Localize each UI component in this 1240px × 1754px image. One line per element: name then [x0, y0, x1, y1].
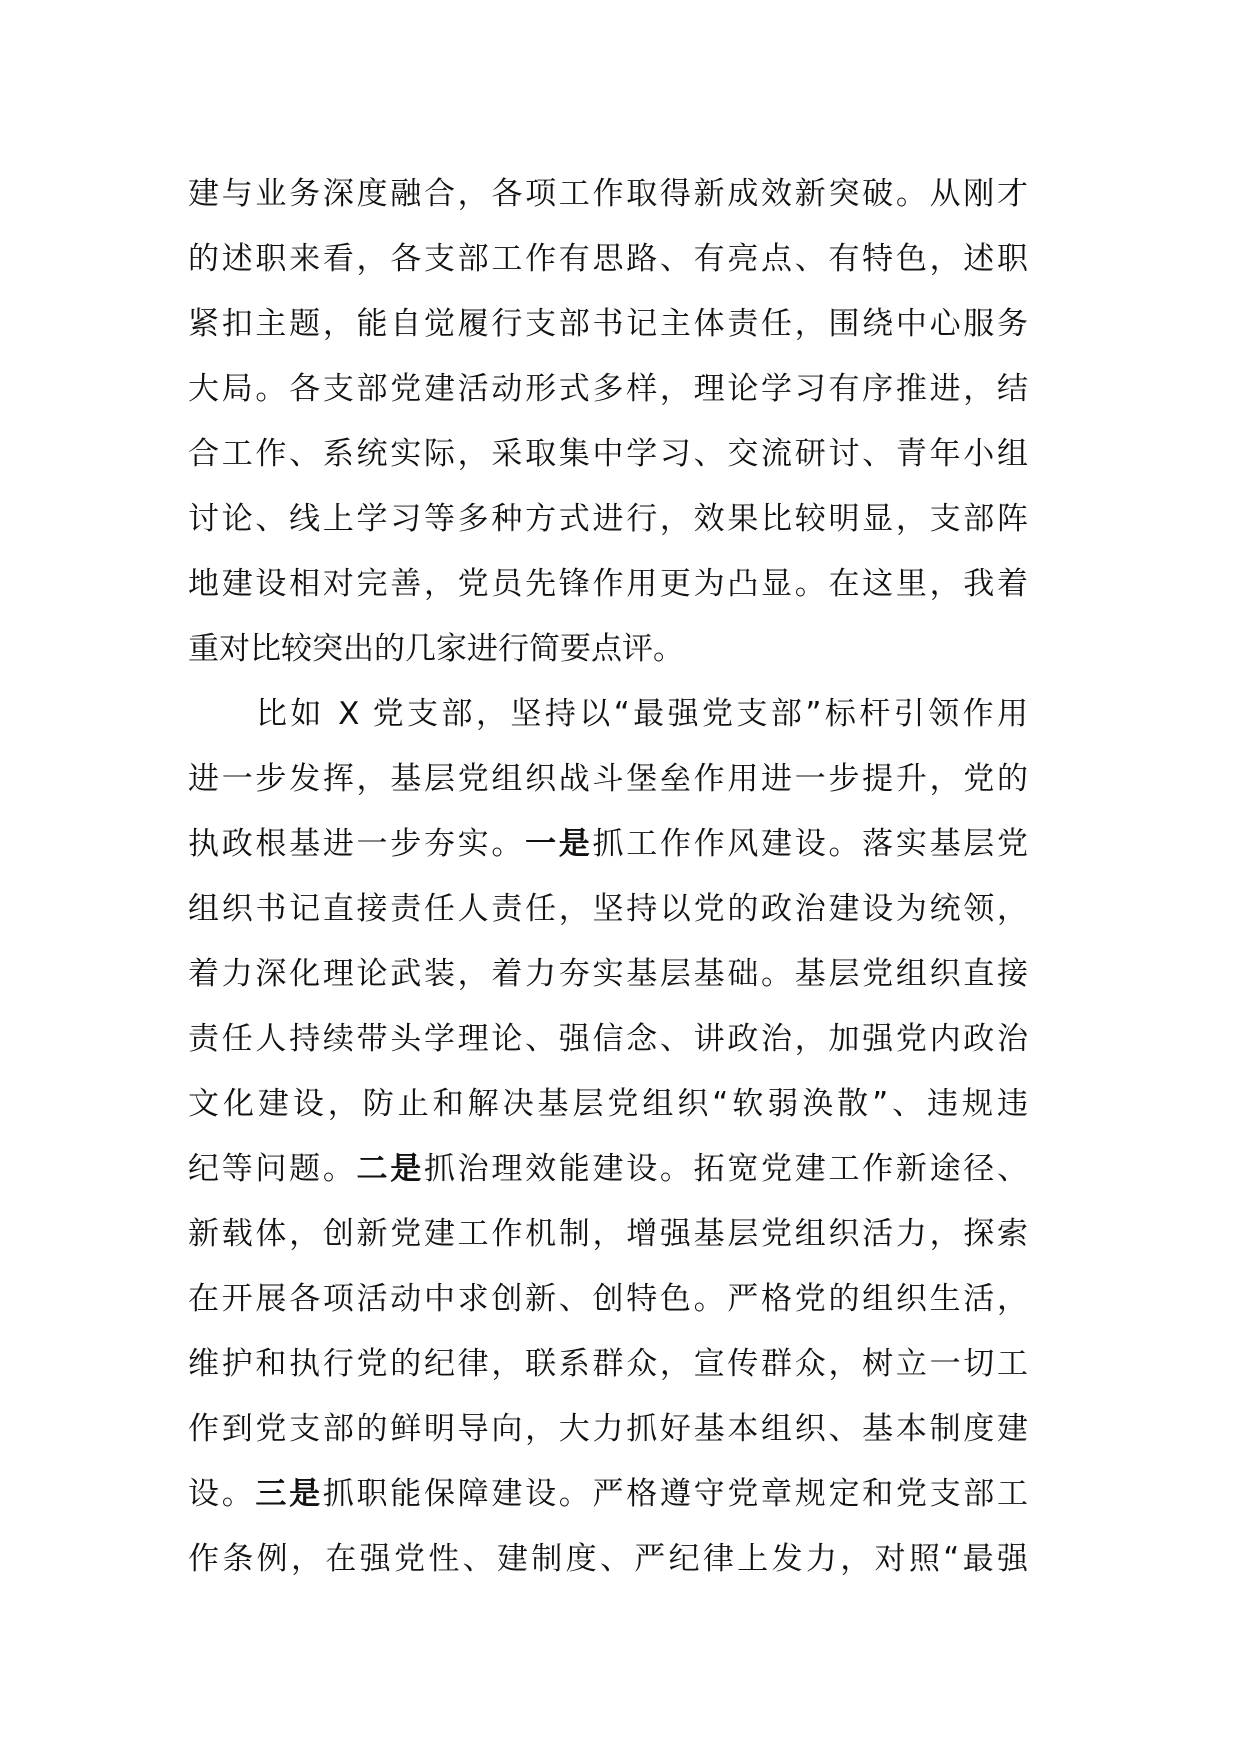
text-run: 抓职能保障建设。严格遵守党章规定和党支部工 — [322, 1476, 1028, 1512]
text-line: 讨论、线上学习等多种方式进行，效果比较明显，支部阵 — [188, 501, 1028, 537]
text-line: 文化建设，防止和解决基层党组织“软弱涣散”、违规违 — [188, 1086, 1028, 1122]
text-line: 着力深化理论武装，着力夯实基层基础。基层党组织直接 — [188, 956, 1028, 992]
text-line — [188, 1137, 1028, 1202]
text-line: 紧扣主题，能自觉履行支部书记主体责任，围绕中心服务 — [188, 306, 1028, 342]
paragraph-2 — [188, 682, 1028, 1592]
text-line: 在开展各项活动中求创新、创特色。严格党的组织生活， — [188, 1281, 1028, 1317]
text-line: 比如 X 党支部，坚持以“最强党支部”标杆引领作用 — [256, 696, 1028, 732]
point-label-one: 一是 — [525, 826, 593, 862]
text-line: 地建设相对完善，党员先锋作用更为凸显。在这里，我着 — [188, 566, 1028, 602]
text-line: 作到党支部的鲜明导向，大力抓好基本组织、基本制度建 — [188, 1411, 1028, 1447]
paragraph-1 — [188, 162, 1028, 682]
text-line: 的述职来看，各支部工作有思路、有亮点、有特色，述职 — [188, 241, 1028, 277]
text-run: 纪等问题。 — [188, 1151, 357, 1187]
text-line: 合工作、系统实际，采取集中学习、交流研讨、青年小组 — [188, 436, 1028, 472]
point-label-three: 三是 — [255, 1476, 323, 1512]
text-run: 抓工作作风建设。落实基层党 — [592, 826, 1028, 862]
point-label-two: 二是 — [356, 1151, 424, 1187]
text-line — [188, 1462, 1028, 1527]
text-line: 建与业务深度融合，各项工作取得新成效新突破。从刚才 — [188, 176, 1028, 212]
text-line: 作条例，在强党性、建制度、严纪律上发力，对照“最强 — [188, 1541, 1028, 1577]
text-line: 组织书记直接责任人责任，坚持以党的政治建设为统领， — [188, 891, 1028, 927]
text-line: 新载体，创新党建工作机制，增强基层党组织活力，探索 — [188, 1216, 1028, 1252]
text-line: 责任人持续带头学理论、强信念、讲政治，加强党内政治 — [188, 1021, 1028, 1057]
document-body — [188, 162, 1028, 1592]
text-line — [188, 812, 1028, 877]
text-run: 执政根基进一步夯实。 — [188, 826, 526, 862]
text-line: 重对比较突出的几家进行简要点评。 — [188, 631, 684, 667]
text-line: 大局。各支部党建活动形式多样，理论学习有序推进，结 — [188, 371, 1028, 407]
text-line: 进一步发挥，基层党组织战斗堡垒作用进一步提升，党的 — [188, 761, 1028, 797]
text-run: 设。 — [188, 1476, 256, 1512]
text-run: 抓治理效能建设。拓宽党建工作新途径、 — [423, 1151, 1028, 1187]
text-line: 维护和执行党的纪律，联系群众，宣传群众，树立一切工 — [188, 1346, 1028, 1382]
